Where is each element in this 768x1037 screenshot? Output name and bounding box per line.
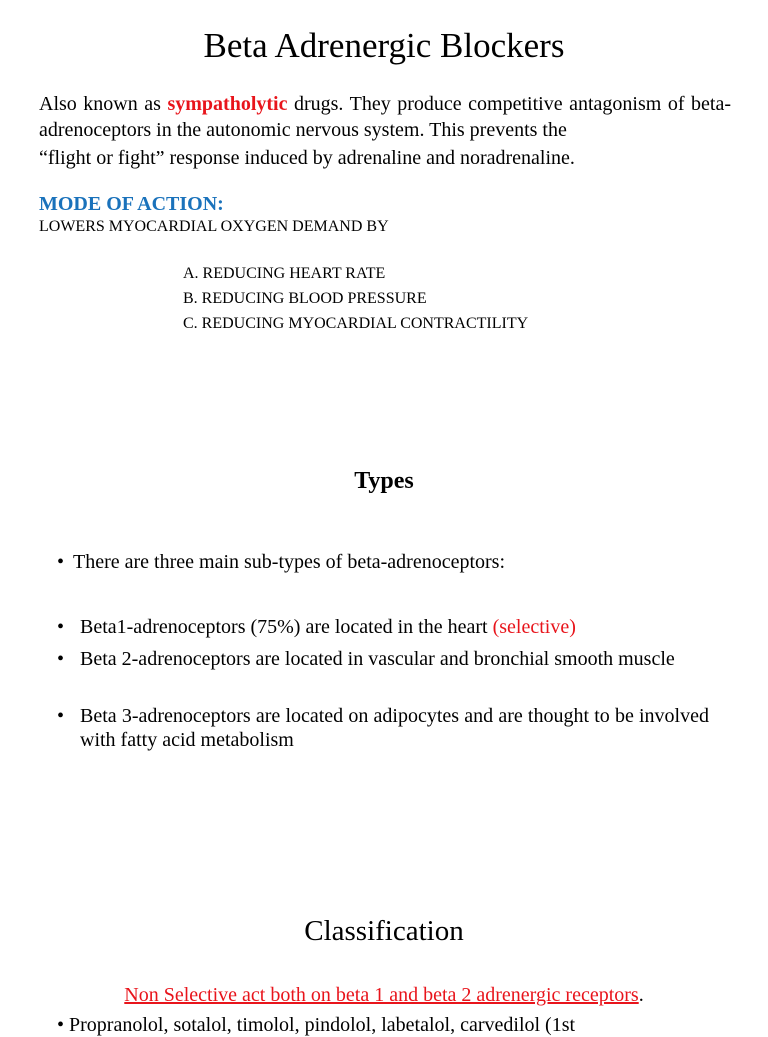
intro-paragraph: [39, 91, 731, 171]
beta3-bullet: [57, 704, 717, 754]
intro-line2: of beta-adrenoceptors in the autonomic nervous system. This prevents the: [39, 93, 731, 141]
beta2-text: Beta 2-adrenoceptors are located in vascular and bronchial smooth muscle: [80, 648, 675, 670]
bullet-dot-icon: •: [57, 1014, 70, 1036]
beta2-bullet: [57, 647, 717, 697]
bullet-dot-icon: •: [57, 705, 65, 727]
mode-item-heart-rate: A. REDUCING HEART RATE: [183, 265, 386, 282]
intro-prefix: Also known as: [39, 93, 168, 115]
mode-of-action-heading: MODE OF ACTION:: [39, 193, 224, 215]
intro-line3: “flight or fight” response induced by adrenaline and noradrenaline.: [39, 147, 575, 169]
bullet-dot-icon: •: [57, 616, 65, 638]
non-selective-text: Non Selective act both on beta 1 and beta 2 adrenergic receptors: [124, 984, 639, 1006]
types-heading: Types: [354, 468, 414, 494]
non-selective-line: [0, 982, 768, 1008]
classification-heading: Classification: [304, 915, 464, 947]
intro-line1-rest: drugs. They produce competitive antagonism: [287, 93, 662, 115]
mode-item-contractility: C. REDUCING MYOCARDIAL CONTRACTILITY: [183, 315, 529, 332]
beta3-text: Beta 3-adrenoceptors are located on adipocytes and are thought to be involved with fatty acid metabolism: [80, 705, 709, 751]
cutoff-bullet-line: [57, 1013, 757, 1036]
types-intro-bullet: [57, 550, 737, 576]
selective-highlight: (selective): [492, 616, 576, 638]
bullet-dot-icon: •: [57, 551, 65, 573]
mode-item-blood-pressure: B. REDUCING BLOOD PRESSURE: [183, 290, 427, 307]
mode-of-action-lead: LOWERS MYOCARDIAL OXYGEN DEMAND BY: [39, 218, 389, 235]
types-intro-text: There are three main sub-types of beta-adrenoceptors:: [73, 551, 506, 573]
beta1-bullet: [57, 615, 717, 641]
bullet-dot-icon: •: [57, 648, 65, 670]
beta1-text: Beta1-adrenoceptors (75%) are located in the heart: [80, 616, 493, 638]
page-title: Beta Adrenergic Blockers: [203, 26, 565, 65]
mode-of-action-list: [183, 261, 528, 336]
beta1-text-wrap: [80, 615, 709, 639]
cutoff-text: Propranolol, sotalol, timolol, pindolol, labetalol, carvedilol (1st: [69, 1014, 576, 1036]
non-selective-suffix: .: [638, 984, 644, 1006]
sympatholytic-highlight: sympatholytic: [167, 93, 288, 115]
